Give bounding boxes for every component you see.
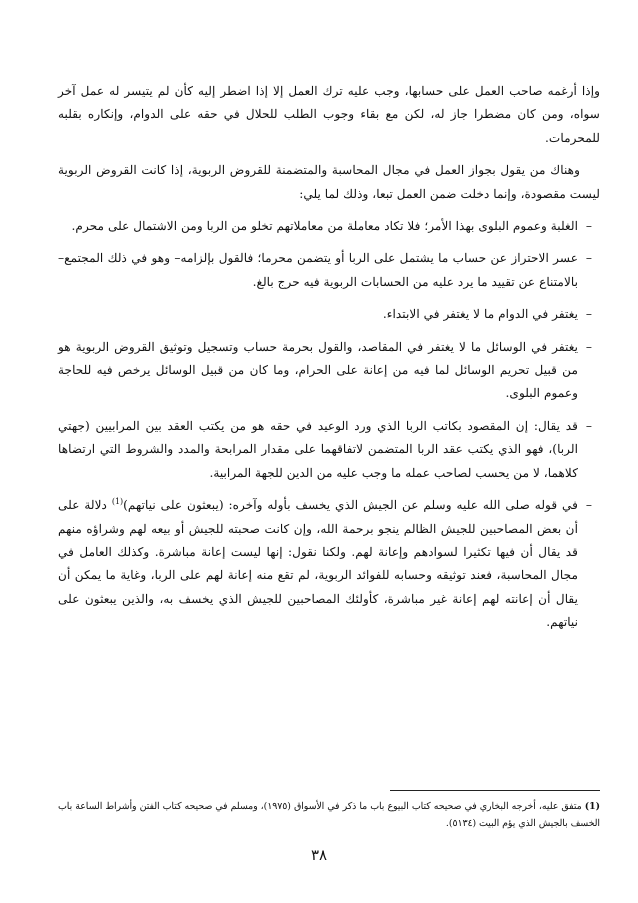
bullet-item-hadith (58, 494, 600, 634)
bullet-item (58, 215, 600, 238)
bullet-text: قد يقال: إن المقصود بكاتب الربا الذي ورد الوعيد في حقه هو من يكتب العقد بين المرابيين (جهتي الربا)، فهو الذي يكتب عقد الربا المتضمن لاتفاقهما على مقدار المرابحة والمدد والشروط التي ارتضاها كلاهما، لا من يحسب لصاحب عمله ما وجب عليه من الدين للجهة المرابية. (58, 418, 578, 480)
footnote-marker: (1) (584, 801, 600, 812)
bullet-dash: – (585, 219, 592, 234)
hadith-commentary: دلالة على أن بعض المصاحبين للجيش الظالم ينجو برحمة الله، وإن كانت صحبته للجيش أو بيعه لهم وشراؤه منهم قد يقال أن فيها تكثيرا لسوادهم وإعانة لهم. ولكنا نقول: إنها ليست إعانة مباشرة. وكذلك العامل في مجال المحاسبة، فعند توثيقه وحسابه للفوائد الربوية، لم تقع منه إعانة لهم على الربا، وغاية ما يمكن أن يقال أن إعانته لهم إعانة غير مباشرة، كأولئك المصاحبين للجيش الذي يخسف به، والذين يبعثون على نياتهم. (58, 498, 578, 630)
bullet-text (58, 494, 578, 634)
paragraph-opinion-intro: وهناك من يقول بجواز العمل في مجال المحاسبة والمتضمنة للقروض الربوية، إذا كانت القروض الربوية ليست مقصودة، وإنما دخلت ضمن العمل تبعا، وذلك لما يلي: (58, 163, 600, 201)
bullet-item (58, 247, 600, 294)
bullet-dash: – (585, 339, 592, 354)
footnote-reference[interactable]: (1) (111, 497, 124, 507)
footnote-separator (390, 790, 600, 791)
bullet-item (58, 303, 600, 326)
page-number: ٣٨ (310, 846, 328, 864)
bullet-dash: – (585, 498, 592, 513)
footnote-text: متفق عليه، أخرجه البخاري في صحيحه كتاب البيوع باب ما ذكر في الأسواق (١٩٧٥)، ومسلم في صحيحه كتاب الفتن وأشراط الساعة باب الخسف بالجيش الذي يؤم البيت (٥١٣٤). (58, 801, 600, 829)
bullet-dash: – (585, 251, 592, 266)
hadith-text: في قوله صلى الله عليه وسلم عن الجيش الذي يخسف بأوله وآخره: (يبعثون على نياتهم) (123, 498, 578, 513)
bullet-text: عسر الاحتراز عن حساب ما يشتمل على الربا أو يتضمن محرما؛ فالقول بإلزامه– وهو في ذلك المجتمع– بالامتناع عن تقييد ما يرد عليه من الحسابات الربوية فيه حرج بالغ. (58, 251, 578, 289)
paragraph-continuation: وإذا أرغمه صاحب العمل على حسابها، وجب عليه ترك العمل إلا إذا اضطر إليه كأن لم يتيسر له عمل آخر سواه، ومن كان مضطرا جاز له، لكن مع بقاء وجوب الطلب للحلال في حقه على الدوام، وإنكاره بقلبه للمحرمات. (58, 84, 600, 145)
bullet-item (58, 336, 600, 406)
main-text (58, 80, 600, 635)
footnote (58, 798, 600, 832)
bullet-dash: – (585, 418, 592, 433)
bullet-dash: – (585, 307, 592, 322)
bullet-item (58, 415, 600, 485)
bullet-text: يغتفر في الدوام ما لا يغتفر في الابتداء. (382, 307, 578, 322)
bullet-text: يغتفر في الوسائل ما لا يغتفر في المقاصد، والقول بحرمة حساب وتسجيل وتوثيق القروض الربوية هو من قبيل تحريم الوسائل لما فيه من إعانة على الحرام، وما كان من قبيل الوسائل يرخص فيه للحاجة وعموم البلوى. (58, 339, 578, 401)
bullet-text: الغلبة وعموم البلوى بهذا الأمر؛ فلا تكاد معاملة من معاملاتهم تخلو من الربا ومن الاشتمال على محرم. (71, 219, 578, 234)
